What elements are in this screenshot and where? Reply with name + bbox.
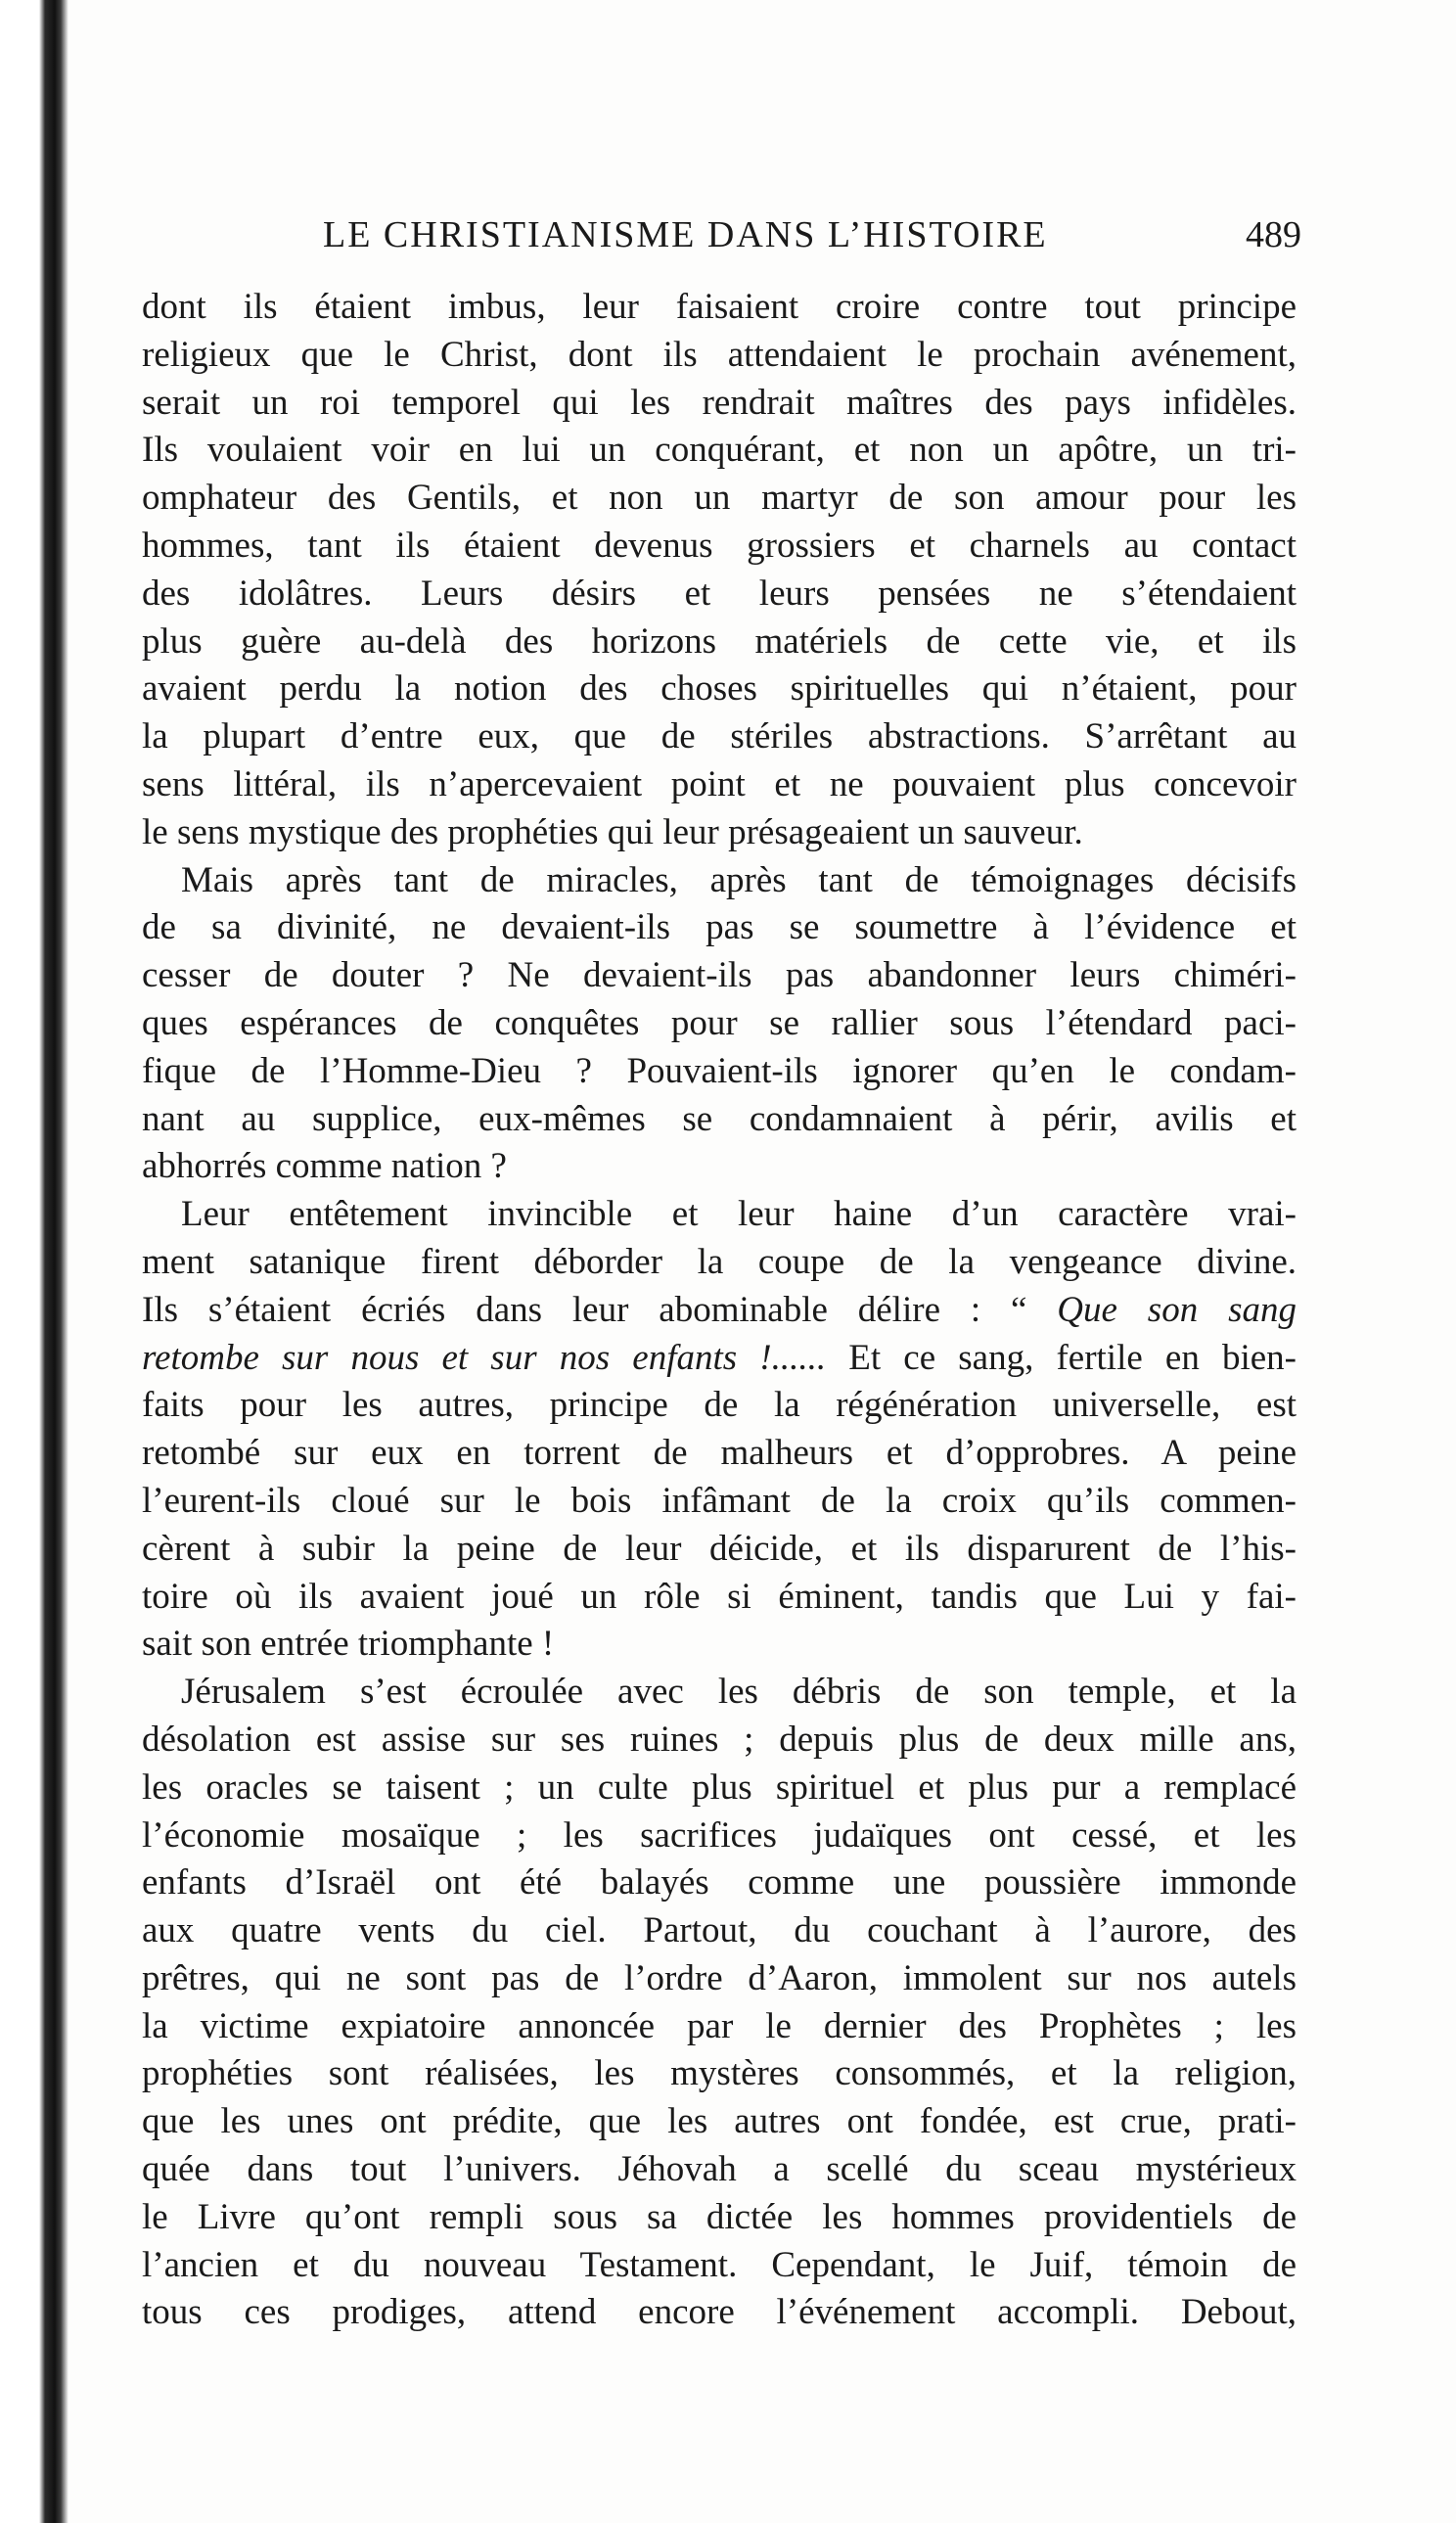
text-line: aux quatre vents du ciel. Partout, du couchant à l’aurore, des xyxy=(142,1910,1297,1951)
text-line: fique de l’Homme-Dieu ? Pouvaient-ils ignorer qu’en le condam- xyxy=(142,1050,1297,1091)
text-line: Mais après tant de miracles, après tant de témoignages décisifs xyxy=(181,859,1297,900)
text-line: quée dans tout l’univers. Jéhovah a scellé du sceau mystérieux xyxy=(142,2149,1297,2190)
running-title: LE CHRISTIANISME DANS L’HISTOIRE xyxy=(323,214,1048,255)
text-line: cesser de douter ? Ne devaient-ils pas abandonner leurs chiméri- xyxy=(142,955,1297,996)
text-line: Jérusalem s’est écroulée avec les débris de son temple, et la xyxy=(181,1672,1297,1713)
text-line: prêtres, qui ne sont pas de l’ordre d’Aaron, immolent sur nos autels xyxy=(142,1957,1297,1998)
text-line: retombé sur eux en torrent de malheurs et d’opprobres. A peine xyxy=(142,1433,1297,1474)
text-line: l’eurent-ils cloué sur le bois infâmant de la croix qu’ils commen- xyxy=(142,1480,1297,1521)
text-line: hommes, tant ils étaient devenus grossiers et charnels au contact xyxy=(142,525,1297,566)
text-line: de sa divinité, ne devaient-ils pas se soumettre à l’évidence et xyxy=(142,907,1297,948)
text-line: la plupart d’entre eux, que de stériles abstractions. S’arrêtant au xyxy=(142,716,1297,757)
text-line: omphateur des Gentils, et non un martyr de son amour pour les xyxy=(142,478,1297,519)
quotation-italic: retombe sur nous et sur nos enfants !...... xyxy=(142,1337,827,1378)
text-line: l’ancien et du nouveau Testament. Cependant, le Juif, témoin de xyxy=(142,2244,1297,2285)
text-line: désolation est assise sur ses ruines ; depuis plus de deux mille ans, xyxy=(142,1719,1297,1760)
text-line: prophéties sont réalisées, les mystères consommés, et la religion, xyxy=(142,2053,1297,2094)
text-line: cèrent à subir la peine de leur déicide, et ils disparurent de l’his- xyxy=(142,1528,1297,1569)
running-head xyxy=(323,213,1301,262)
text-line: sait son entrée triomphante ! xyxy=(142,1624,555,1665)
body-text xyxy=(142,284,1297,2337)
text-line: les oracles se taisent ; un culte plus spirituel et plus pur a remplacé xyxy=(142,1766,1297,1808)
text-line: Ils voulaient voir en lui un conquérant, et non un apôtre, un tri- xyxy=(142,430,1297,471)
text-line: des idolâtres. Leurs désirs et leurs pensées ne s’étendaient xyxy=(142,573,1297,614)
text-line: avaient perdu la notion des choses spirituelles qui n’étaient, pour xyxy=(142,668,1297,710)
page-binding-edge xyxy=(0,0,68,2523)
text-line: toire où ils avaient joué un rôle si éminent, tandis que Lui y fai- xyxy=(142,1576,1297,1617)
text-line: dont ils étaient imbus, leur faisaient croire contre tout principe xyxy=(142,287,1297,327)
text-line: sens littéral, ils n’apercevaient point et ne pouvaient plus concevoir xyxy=(142,763,1297,804)
text-line: faits pour les autres, principe de la régénération universelle, est xyxy=(142,1385,1297,1426)
text-line: le Livre qu’ont rempli sous sa dictée les hommes providentiels de xyxy=(142,2196,1297,2237)
text-line: le sens mystique des prophéties qui leur présageaient un sauveur. xyxy=(142,811,1083,852)
text-line: tous ces prodiges, attend encore l’événement accompli. Debout, xyxy=(142,2292,1297,2333)
text-line: serait un roi temporel qui les rendrait maîtres des pays infidèles. xyxy=(142,382,1297,423)
text-line: Leur entêtement invincible et leur haine d’un caractère vrai- xyxy=(181,1194,1297,1235)
page-number: 489 xyxy=(1246,214,1301,255)
text-line: retombe sur nous et sur nos enfants !...... Et ce sang, fertile en bien- xyxy=(142,1337,1297,1378)
text-line: plus guère au-delà des horizons matériels de cette vie, et ils xyxy=(142,620,1297,662)
text-line: Ils s’étaient écriés dans leur abominable délire : “ Que son sang xyxy=(142,1289,1297,1330)
text-line: ques espérances de conquêtes pour se rallier sous l’étendard paci- xyxy=(142,1002,1297,1043)
text-line: la victime expiatoire annoncée par le dernier des Prophètes ; les xyxy=(142,2005,1297,2046)
text-line: que les unes ont prédite, que les autres ont fondée, est crue, prati- xyxy=(142,2101,1297,2142)
text-line: abhorrés comme nation ? xyxy=(142,1146,507,1187)
text-line: religieux que le Christ, dont ils attendaient le prochain avénement, xyxy=(142,334,1297,375)
text-line: ment satanique firent déborder la coupe de la vengeance divine. xyxy=(142,1241,1297,1282)
text-line: l’économie mosaïque ; les sacrifices judaïques ont cessé, et les xyxy=(142,1814,1297,1856)
text-line: enfants d’Israël ont été balayés comme une poussière immonde xyxy=(142,1862,1297,1904)
text-line: nant au supplice, eux-mêmes se condamnaient à périr, avilis et xyxy=(142,1098,1297,1139)
quotation-italic: Que son sang xyxy=(1057,1289,1297,1330)
